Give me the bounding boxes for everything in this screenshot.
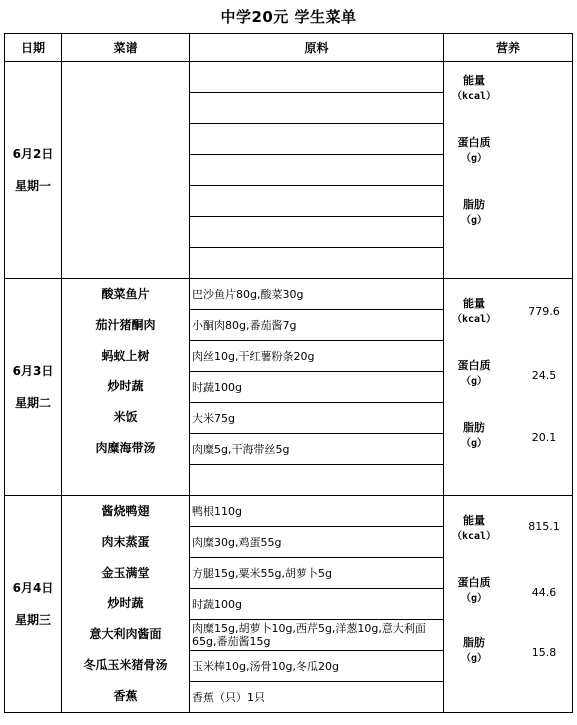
ingredient-line xyxy=(190,124,443,155)
energy-value: 815.1 xyxy=(528,520,560,533)
fat-label: 脂肪 xyxy=(463,636,485,649)
protein-unit: （g） xyxy=(460,376,488,387)
energy-label: 能量 xyxy=(463,74,485,87)
header-date: 日期 xyxy=(5,34,62,62)
fat-label: 脂肪 xyxy=(463,198,485,211)
weekday-text: 星期三 xyxy=(14,613,51,627)
fat-unit: （g） xyxy=(460,438,488,449)
fat-unit: （g） xyxy=(460,653,488,664)
ingredient-line: 鸭根110g xyxy=(190,496,443,527)
dish-name: 蚂蚁上树 xyxy=(101,348,150,363)
dish-name: 炒时蔬 xyxy=(107,596,144,611)
dish-cell xyxy=(62,279,190,496)
protein-label: 蛋白质 xyxy=(457,136,491,149)
protein-label: 蛋白质 xyxy=(457,576,491,589)
ingredient-line xyxy=(190,248,443,278)
protein-unit: （g） xyxy=(460,593,488,604)
date-text: 6月4日 xyxy=(12,581,54,595)
dish-name: 意大利肉酱面 xyxy=(89,627,162,642)
ingredient-line: 香蕉（只）1只 xyxy=(192,691,265,704)
header-row xyxy=(5,34,573,62)
date-text: 6月3日 xyxy=(12,364,54,378)
date-text: 6月2日 xyxy=(12,147,54,161)
ingredients-cell xyxy=(190,279,444,496)
dish-name: 酱烧鸭翅 xyxy=(101,504,150,518)
dish-name: 肉末蒸蛋 xyxy=(101,534,150,549)
day-row xyxy=(5,496,573,713)
dish-name: 米饭 xyxy=(113,410,138,425)
date-cell xyxy=(5,279,62,496)
ingredient-line: 小酮肉80g,番茄酱7g xyxy=(190,310,443,341)
fat-label: 脂肪 xyxy=(463,421,485,434)
dish-cell xyxy=(62,62,190,279)
protein-value: 24.5 xyxy=(531,369,557,382)
ingredient-line: 巴沙鱼片80g,酸菜30g xyxy=(190,279,443,310)
dish-name: 肉糜海带汤 xyxy=(95,440,156,455)
ingredient-line: 大米75g xyxy=(190,403,443,434)
nutrition-cell xyxy=(444,279,573,496)
weekday-text: 星期一 xyxy=(14,179,51,193)
energy-value: 779.6 xyxy=(528,305,560,318)
nutrition-cell xyxy=(444,496,573,713)
ingredient-line: 时蔬100g xyxy=(190,372,443,403)
fat-value: 20.1 xyxy=(531,431,557,444)
ingredients-cell xyxy=(190,62,444,279)
ingredient-line xyxy=(190,62,443,93)
ingredient-line xyxy=(190,186,443,217)
energy-label: 能量 xyxy=(463,514,485,527)
dish-name: 炒时蔬 xyxy=(107,379,144,394)
ingredient-line: 肉糜5g,干海带丝5g xyxy=(190,434,443,465)
header-menu: 菜谱 xyxy=(62,34,190,62)
header-nutrition: 营养 xyxy=(444,34,573,62)
day-row xyxy=(5,279,573,496)
protein-label: 蛋白质 xyxy=(457,359,491,372)
ingredient-line: 玉米棒10g,汤骨10g,冬瓜20g xyxy=(190,651,443,682)
dish-name: 金玉满堂 xyxy=(101,565,150,580)
fat-value: 15.8 xyxy=(531,646,557,659)
dish-name: 茄汁猪酮肉 xyxy=(95,317,156,332)
energy-unit: （kcal） xyxy=(451,91,497,102)
ingredient-line: 肉糜30g,鸡蛋55g xyxy=(190,527,443,558)
menu-table xyxy=(4,33,573,713)
ingredient-line xyxy=(190,155,443,186)
header-ingredients: 原料 xyxy=(190,34,444,62)
ingredient-line xyxy=(190,93,443,124)
dish-cell xyxy=(62,496,190,713)
ingredient-line xyxy=(190,217,443,248)
fat-unit: （g） xyxy=(460,215,488,226)
dish-name: 香蕉 xyxy=(113,688,138,703)
protein-unit: （g） xyxy=(460,153,488,164)
date-cell xyxy=(5,62,62,279)
energy-label: 能量 xyxy=(463,297,485,310)
date-cell xyxy=(5,496,62,713)
ingredient-line: 肉糜15g,胡萝卜10g,西芹5g,洋葱10g,意大利面65g,番茄酱15g xyxy=(190,620,443,651)
ingredient-line: 时蔬100g xyxy=(190,589,443,620)
energy-unit: （kcal） xyxy=(451,314,497,325)
weekday-text: 星期二 xyxy=(14,396,51,410)
protein-value: 44.6 xyxy=(531,586,557,599)
ingredient-line: 肉丝10g,干红薯粉条20g xyxy=(190,341,443,372)
day-row xyxy=(5,62,573,279)
page-title: 中学20元 学生菜单 xyxy=(220,8,357,26)
ingredients-cell xyxy=(190,496,444,713)
dish-name: 冬瓜玉米猪骨汤 xyxy=(83,657,168,672)
ingredient-line: 方腿15g,粟米55g,胡萝卜5g xyxy=(190,558,443,589)
ingredient-line xyxy=(190,465,443,495)
nutrition-cell xyxy=(444,62,573,279)
dish-name: 酸菜鱼片 xyxy=(101,287,150,301)
energy-unit: （kcal） xyxy=(451,531,497,542)
